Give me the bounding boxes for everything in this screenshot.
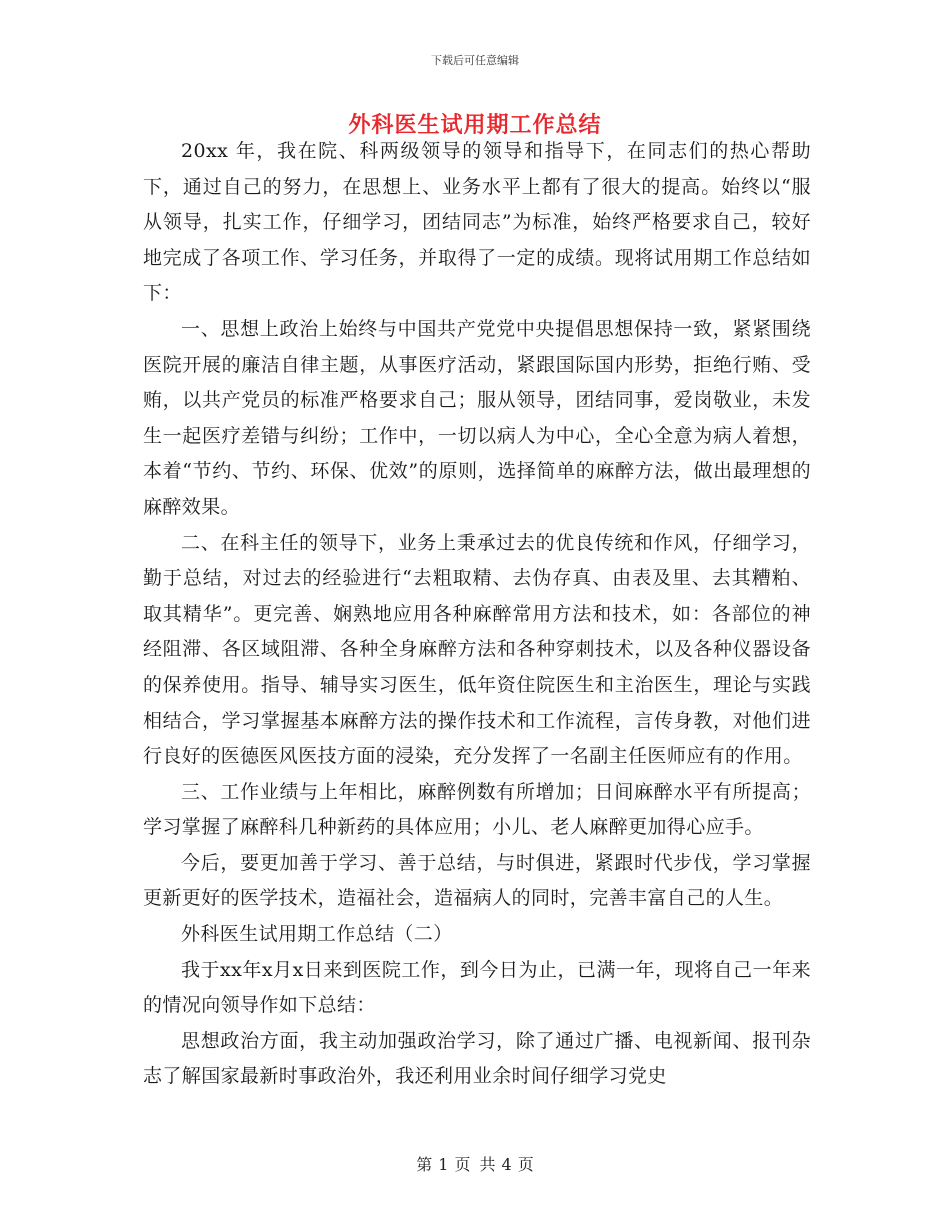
page-footer xyxy=(0,1152,950,1175)
footer-total-pages: 4 xyxy=(501,1155,512,1174)
paragraph-future: 今后，要更加善于学习、善于总结，与时俱进，紧跟时代步伐，学习掌握更新更好的医学技术，造福社会，造福病人的同时，完善丰富自己的人生。 xyxy=(143,851,811,910)
paragraph-section-2: 二、在科主任的领导下，业务上秉承过去的优良传统和作风，仔细学习，勤于总结，对过去的经验进行“去粗取精、去伪存真、由表及里、去其糟粕、取其精华”。更完善、娴熟地应用各种麻醉常用方法和技术，如：各部位的神经阻滞、各区域阻滞、各种全身麻醉方法和各种穿刺技术，以及各种仪器设备的保养使用。指导、辅导实习医生，低年资住院医生和主治医生，理论与实践相结合，学习掌握基本麻醉方法的操作技术和工作流程，言传身教，对他们进行良好的医德医风医技方面的浸染，充分发挥了一名副主任医师应有的作用。 xyxy=(143,531,811,768)
document-title: 外科医生试用期工作总结 xyxy=(348,113,602,138)
footer-suffix: 页 xyxy=(517,1155,534,1174)
footer-page-number: 1 xyxy=(438,1155,449,1174)
paragraph-subtitle-2: 外科医生试用期工作总结（二） xyxy=(181,923,453,946)
header-note: 下载后可任意编辑 xyxy=(431,54,519,67)
paragraph-intro: 20xx 年，我在院、科两级领导的领导和指导下，在同志们的热心帮助下，通过自己的努力，在思想上、业务水平上都有了很大的提高。始终以“服从领导，扎实工作，仔细学习，团结同志”为标准，始终严格要求自己，较好地完成了各项工作、学习任务，并取得了一定的成绩。现将试用期工作总结如下： xyxy=(143,140,811,305)
paragraph-intro-2: 我于xx年x月x日来到医院工作，到今日为止，已满一年，现将自己一年来的情况向领导作如下总结： xyxy=(143,958,811,1017)
footer-prefix: 第 xyxy=(416,1155,433,1174)
paragraph-section-3: 三、工作业绩与上年相比，麻醉例数有所增加；日间麻醉水平有所提高；学习掌握了麻醉科几种新药的具体应用；小儿、老人麻醉更加得心应手。 xyxy=(143,780,811,839)
paragraph-section-1: 一、思想上政治上始终与中国共产党党中央提倡思想保持一致，紧紧围绕医院开展的廉洁自律主题，从事医疗活动，紧跟国际国内形势，拒绝行贿、受贿，以共产党员的标准严格要求自己；服从领导，团结同事，爱岗敬业，未发生一起医疗差错与纠纷；工作中，一切以病人为中心，全心全意为病人着想，本着“节约、节约、环保、优效”的原则，选择简单的麻醉方法，做出最理想的麻醉效果。 xyxy=(143,317,811,518)
document-body xyxy=(143,134,811,1095)
paragraph-politics: 思想政治方面，我主动加强政治学习，除了通过广播、电视新闻、报刊杂志了解国家最新时事政治外，我还利用业余时间仔细学习党史 xyxy=(143,1029,811,1088)
footer-mid: 页 共 xyxy=(454,1155,496,1174)
